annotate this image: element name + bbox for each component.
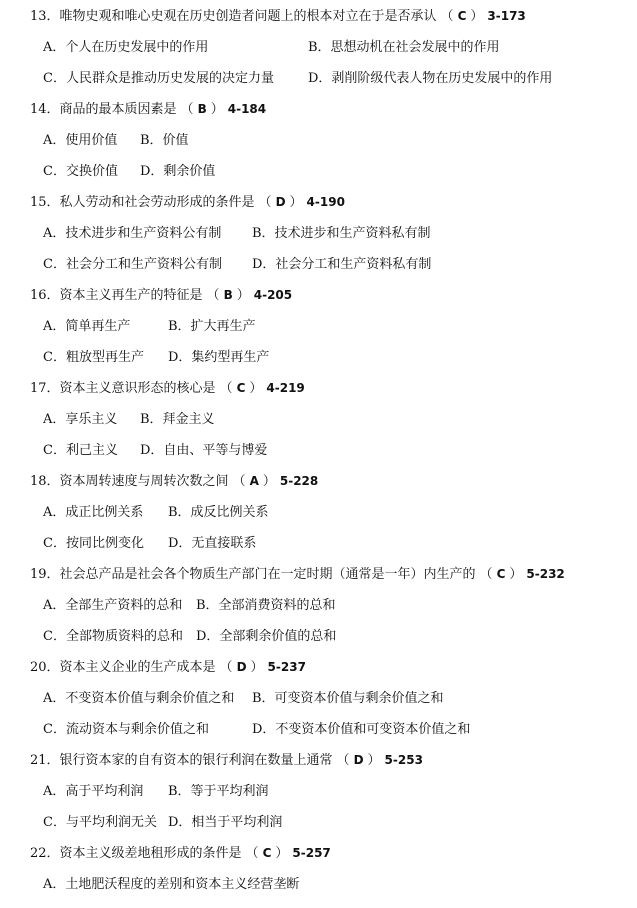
option-item: C．流动资本与剩余价值之和	[43, 722, 209, 737]
option-row	[0, 776, 637, 807]
option-item: A．不变资本价值与剩余价值之和	[43, 691, 235, 706]
option-item: D．自由、平等与博爱	[140, 443, 268, 458]
question-stem	[0, 745, 637, 776]
question-stem	[0, 94, 637, 125]
answer-bracket-open: （	[206, 288, 220, 303]
question-stem	[0, 373, 637, 404]
option-row	[0, 590, 637, 621]
answer-bracket-close: ）	[236, 288, 250, 303]
option-item: B．可变资本价值与剩余价值之和	[252, 691, 444, 706]
answer-bracket-close: ）	[210, 102, 224, 117]
question-text: 14．商品的最本质因素是	[30, 102, 177, 117]
option-item: D．集约型再生产	[168, 350, 270, 365]
option-item: C．人民群众是推动历史发展的决定力量	[43, 71, 274, 86]
option-item: A．使用价值	[43, 133, 118, 148]
answer-bracket-open: （	[245, 846, 259, 861]
option-item: D．社会分工和生产资料私有制	[252, 257, 432, 272]
answer-bracket-open: （	[258, 195, 272, 210]
answer-bracket-open: （	[219, 381, 233, 396]
question-text: 18．资本周转速度与周转次数之间	[30, 474, 229, 489]
option-item: B．价值	[140, 133, 189, 148]
option-item: A．简单再生产	[43, 319, 131, 334]
question-text: 20．资本主义企业的生产成本是	[30, 660, 216, 675]
answer-bracket-close: ）	[249, 381, 263, 396]
page-reference: 4-219	[266, 381, 305, 395]
answer-letter: D	[275, 195, 286, 209]
answer-letter: B	[197, 102, 207, 116]
question-stem	[0, 466, 637, 497]
answer-letter: B	[223, 288, 233, 302]
answer-bracket-close: ）	[250, 660, 264, 675]
option-item: B．等于平均利润	[168, 784, 269, 799]
option-item: D．全部剩余价值的总和	[196, 629, 337, 644]
answer-letter: D	[236, 660, 247, 674]
question-stem	[0, 559, 637, 590]
option-row	[0, 32, 637, 63]
option-row	[0, 404, 637, 435]
option-item: A．个人在历史发展中的作用	[43, 40, 209, 55]
answer-bracket-close: ）	[275, 846, 289, 861]
question-stem	[0, 838, 637, 869]
answer-letter: A	[249, 474, 259, 488]
answer-bracket-open: （	[180, 102, 194, 117]
answer-letter: C	[457, 9, 467, 23]
option-item: A．全部生产资料的总和	[43, 598, 183, 613]
answer-bracket-open: （	[232, 474, 246, 489]
page-reference: 5-228	[279, 474, 319, 488]
option-item: C．利己主义	[43, 443, 118, 458]
option-item: A．享乐主义	[43, 412, 118, 427]
option-row	[0, 683, 637, 714]
question-text: 21．银行资本家的自有资本的银行利润在数量上通常	[30, 753, 333, 768]
option-item: C．按同比例变化	[43, 536, 144, 551]
option-row	[0, 869, 637, 900]
option-item: B．思想动机在社会发展中的作用	[308, 40, 500, 55]
option-row	[0, 714, 637, 745]
option-item: D．剥削阶级代表人物在历史发展中的作用	[308, 71, 553, 86]
question-stem	[0, 280, 637, 311]
page-reference: 4-190	[306, 195, 345, 209]
page-reference: 5-232	[526, 567, 565, 581]
answer-bracket-close: ）	[367, 753, 381, 768]
answer-bracket-close: ）	[289, 195, 303, 210]
answer-letter: C	[262, 846, 272, 860]
question-text: 13．唯物史观和唯心史观在历史创造者问题上的根本对立在于是否承认	[30, 9, 437, 24]
option-item: B．扩大再生产	[168, 319, 256, 334]
option-item: B．全部消费资料的总和	[196, 598, 336, 613]
answer-bracket-open: （	[219, 660, 233, 675]
answer-bracket-open: （	[479, 567, 493, 582]
option-row	[0, 156, 637, 187]
option-item: D．无直接联系	[168, 536, 257, 551]
option-item: C．粗放型再生产	[43, 350, 144, 365]
answer-bracket-open: （	[440, 9, 454, 24]
answer-bracket-close: ）	[509, 567, 523, 582]
question-text: 19．社会总产品是社会各个物质生产部门在一定时期（通常是一年）内生产的	[30, 567, 476, 582]
option-item: A．技术进步和生产资料公有制	[43, 226, 222, 241]
option-row	[0, 528, 637, 559]
option-item: C．社会分工和生产资料公有制	[43, 257, 222, 272]
page-reference: 4-184	[227, 102, 267, 116]
question-text: 15．私人劳动和社会劳动形成的条件是	[30, 195, 255, 210]
option-row	[0, 621, 637, 652]
option-item: C．与平均利润无关	[43, 815, 157, 830]
answer-bracket-close: ）	[262, 474, 276, 489]
question-text: 17．资本主义意识形态的核心是	[30, 381, 216, 396]
option-item: D．相当于平均利润	[168, 815, 283, 830]
page-reference: 5-237	[267, 660, 306, 674]
option-item: B．技术进步和生产资料私有制	[252, 226, 431, 241]
page-reference: 4-205	[253, 288, 293, 302]
question-text: 16．资本主义再生产的特征是	[30, 288, 203, 303]
option-item: D．不变资本价值和可变资本价值之和	[252, 722, 471, 737]
option-row	[0, 125, 637, 156]
option-item: B．拜金主义	[140, 412, 215, 427]
question-text: 22．资本主义级差地租形成的条件是	[30, 846, 242, 861]
question-stem	[0, 652, 637, 683]
option-row	[0, 218, 637, 249]
page-reference: 5-257	[292, 846, 331, 860]
option-item: A．成正比例关系	[43, 505, 144, 520]
answer-bracket-close: ）	[470, 9, 484, 24]
option-item: B．成反比例关系	[168, 505, 269, 520]
answer-letter: D	[353, 753, 364, 767]
question-stem	[0, 1, 637, 32]
answer-letter: C	[236, 381, 246, 395]
page-reference: 5-253	[384, 753, 423, 767]
answer-bracket-open: （	[336, 753, 350, 768]
option-row	[0, 311, 637, 342]
option-row	[0, 497, 637, 528]
option-row	[0, 249, 637, 280]
option-row	[0, 435, 637, 466]
option-item: A．土地肥沃程度的差别和资本主义经营垄断	[43, 877, 300, 892]
option-row	[0, 342, 637, 373]
option-item: C．全部物质资料的总和	[43, 629, 183, 644]
option-row	[0, 807, 637, 838]
option-row	[0, 63, 637, 94]
question-stem	[0, 187, 637, 218]
answer-letter: C	[496, 567, 506, 581]
option-item: A．高于平均利润	[43, 784, 144, 799]
page-reference: 3-173	[487, 9, 526, 23]
option-item: D．剩余价值	[140, 164, 216, 179]
option-item: C．交换价值	[43, 164, 118, 179]
